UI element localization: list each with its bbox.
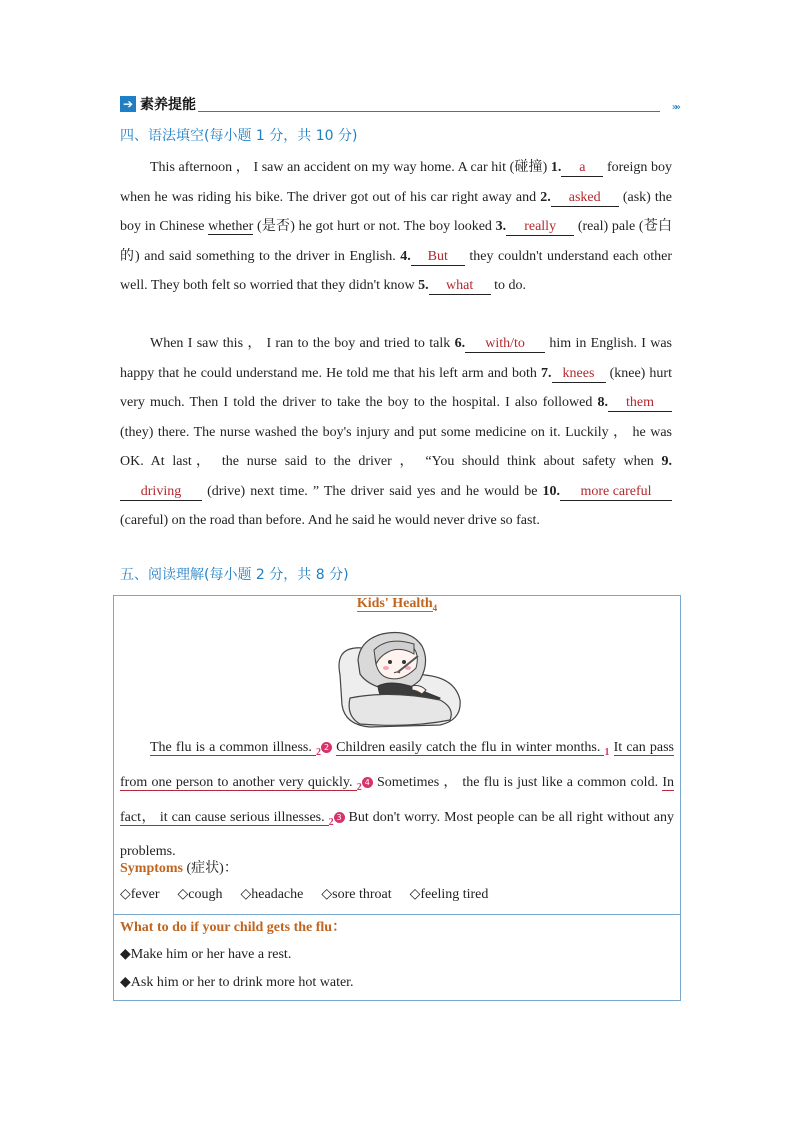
header-title: 素养提能 <box>140 97 196 113</box>
key-sentence-2: Children easily catch the flu in winter months. <box>336 740 605 755</box>
key-sentence-4: In fact， it can cause serious illnesses. <box>120 774 674 825</box>
answer-4: But <box>411 249 465 266</box>
underlined-whether: whether <box>208 219 254 234</box>
answer-2: asked <box>551 190 619 207</box>
answer-8: them <box>608 395 672 412</box>
todo-item: ◆Ask him or her to drink more hot water. <box>120 975 354 990</box>
question-marker-3: 3 <box>334 812 345 823</box>
symptom-item: ◇feeling tired <box>409 887 489 902</box>
symptoms-label: Symptoms (症状)： <box>120 861 238 876</box>
answer-10: more careful <box>560 484 672 501</box>
key-sentence-1: The flu is a common illness. <box>150 740 316 755</box>
symptoms-list <box>120 886 488 903</box>
header-rule <box>198 111 660 112</box>
key-sentence-3: It can pass from one person to another very quickly. <box>120 740 674 790</box>
question-marker-4: 4 <box>362 777 373 788</box>
sick-child-illustration <box>330 620 465 730</box>
section-header-bar <box>118 94 678 114</box>
todo-item: ◆Make him or her have a rest. <box>120 947 292 962</box>
section4-title: 四、语法填空(每小题 1 分，共 10 分) <box>120 128 358 144</box>
cloze-paragraph-2: When I saw this ， I ran to the boy and tried to talk 6. with/to him in English. I was happy that he could understand me. He told me that his left arm and both 7. knees (knee) hurt very much. Then I told the driver to take the boy to the hospital. I also followed 8. them (they) there. The nurse washed the boy's injury and put some medicine on it. Luckily ， he was OK. At last， the nurse said to the driver ， “You should think about safety when 9.driving (drive) next time. ” The driver said yes and he would be 10. more careful (careful) on the road than before. And he said he would never drive so fast. <box>120 336 673 528</box>
question-marker-2: 2 <box>321 742 332 753</box>
answer-7: knees <box>552 366 606 383</box>
symptom-item: ◇cough <box>177 887 223 902</box>
symptom-item: ◇fever <box>120 887 160 902</box>
answer-3: really <box>506 219 574 236</box>
todo-label: What to do if your child gets the flu： <box>120 920 347 935</box>
reading-paragraph: The flu is a common illness. $_2$ 2 Children easily catch the flu in winter months. $_1$ It can pass from one person to another very quickly. $_2$ 4 Sometimes ， the flu is just like a common cold. In fact， it can cause serious illnesses. $_2$ 3 But don't worry. Most people can be all right without any problems. <box>120 740 674 860</box>
answer-9: driving <box>120 484 202 501</box>
double-chevron-icon: »» <box>671 102 678 113</box>
symptom-item: ◇headache <box>240 887 304 902</box>
cloze-paragraph-1: This afternoon ， I saw an accident on my way home. A car hit (碰撞) 1. a foreign boy when he was riding his bike. The driver got out of his car right away and 2. asked (ask) the boy in Chinese whether (是否) he got hurt or not. The boy looked 3. really (real) pale (苍白的) and said something to the driver in English. 4. But they couldn't understand each other well. They both felt so worried that they didn't know 5. what to do. <box>120 160 672 293</box>
arrow-right-icon: ➔ <box>120 96 136 112</box>
box-divider <box>113 914 681 915</box>
symptom-item: ◇sore throat <box>321 887 392 902</box>
answer-5: what <box>429 278 491 295</box>
passage-title: Kids' Health$_4$ <box>356 596 438 613</box>
answer-6: with/to <box>465 336 545 353</box>
section5-title: 五、阅读理解(每小题 2 分，共 8 分) <box>120 567 349 583</box>
answer-1: a <box>561 160 603 177</box>
